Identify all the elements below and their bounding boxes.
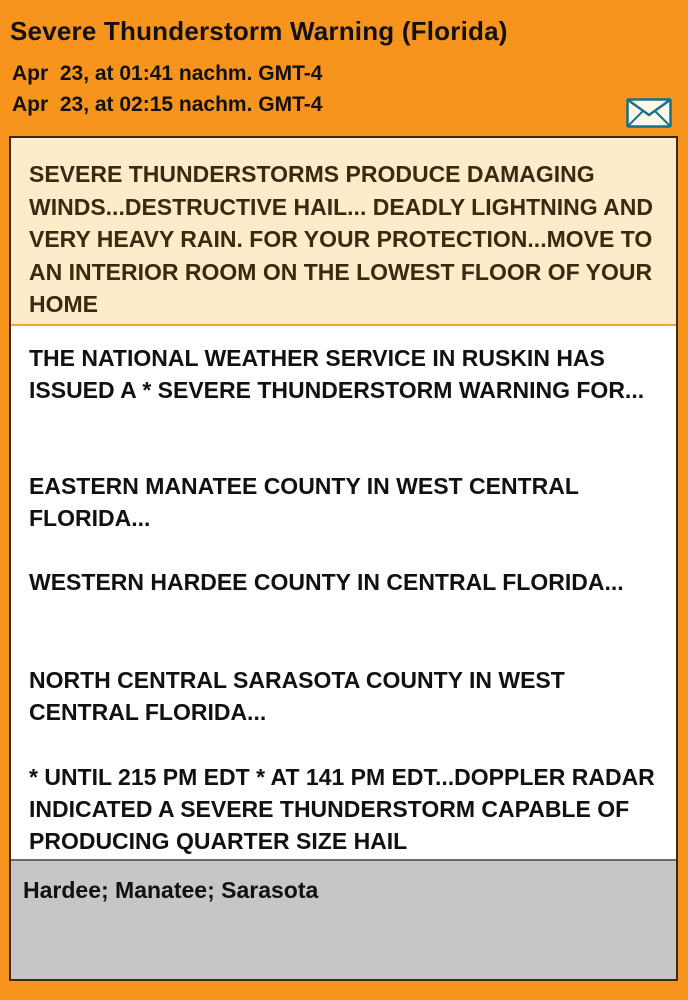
description-paragraph: NORTH CENTRAL SARASOTA COUNTY IN WEST CENTRAL FLORIDA... [29, 667, 565, 725]
description-paragraph: THE NATIONAL WEATHER SERVICE IN RUSKIN HAS ISSUED A * SEVERE THUNDERSTORM WARNING FOR... [29, 345, 645, 403]
alert-headline-box [11, 138, 676, 326]
alert-headline: SEVERE THUNDERSTORMS PRODUCE DAMAGING WINDS...DESTRUCTIVE HAIL... DEADLY LIGHTNING AND VERY HEAVY RAIN. FOR YOUR PROTECTION...MOVE TO AN INTERIOR ROOM ON THE LOWEST FLOOR OF YOUR HOME [29, 161, 654, 317]
description-paragraph: * UNTIL 215 PM EDT * AT 141 PM EDT...DOPPLER RADAR INDICATED A SEVERE THUNDERSTORM CAPABLE OF PRODUCING QUARTER SIZE HAIL [29, 764, 655, 854]
issued-time: Apr 23, at 01:41 nachm. GMT-4 [12, 62, 323, 85]
affected-areas-box [11, 859, 676, 979]
alert-content-frame [9, 136, 678, 981]
expires-time: Apr 23, at 02:15 nachm. GMT-4 [12, 93, 323, 116]
alert-title: Severe Thunderstorm Warning (Florida) [10, 16, 508, 46]
alert-description[interactable] [11, 326, 676, 858]
description-paragraph: EASTERN MANATEE COUNTY IN WEST CENTRAL FLORIDA... [29, 473, 579, 531]
affected-areas: Hardee; Manatee; Sarasota [23, 877, 319, 903]
envelope-icon[interactable] [626, 98, 672, 128]
description-paragraph: WESTERN HARDEE COUNTY IN CENTRAL FLORIDA... [29, 569, 624, 595]
